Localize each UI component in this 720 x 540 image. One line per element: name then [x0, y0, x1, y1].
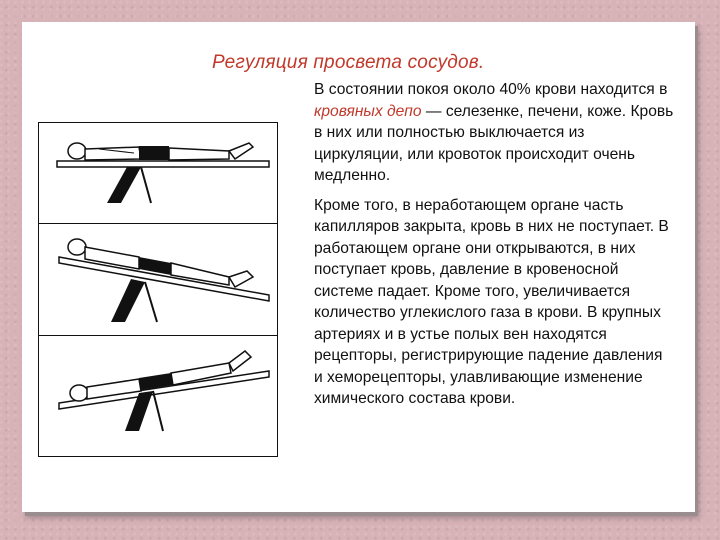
tilt-table-figure: [38, 122, 278, 457]
paragraph-blood-depots: [314, 79, 674, 187]
slide-title: Регуляция просвета сосудов.: [212, 52, 485, 73]
panel-head-down: [39, 341, 279, 451]
paragraph-1-start: В состоянии покоя около 40% крови находится в: [314, 81, 668, 98]
paragraph-1-end: — селезенке, печени, коже. Кровь в них или полностью выключается из циркуляции, или кровоток происходит очень медленно.: [314, 102, 674, 184]
blood-depots-highlight: кровяных депо: [314, 102, 422, 120]
panel-horizontal: [39, 123, 279, 233]
body-text: [314, 79, 674, 418]
panel-head-up: [39, 227, 279, 337]
paragraph-capillaries: Кроме того, в неработающем органе часть капилляров закрыта, кровь в них не поступает. В работающем органе они открываются, в них поступает кровь, давление в кровеносной системе падает. Кроме того, увеличивается количество углекислого газа в крови. В крупных артериях и в устье полых вен находятся рецепторы, регистрирующие падение давления и хеморецепторы, улавливающие изменение химического состава крови.: [314, 196, 669, 407]
